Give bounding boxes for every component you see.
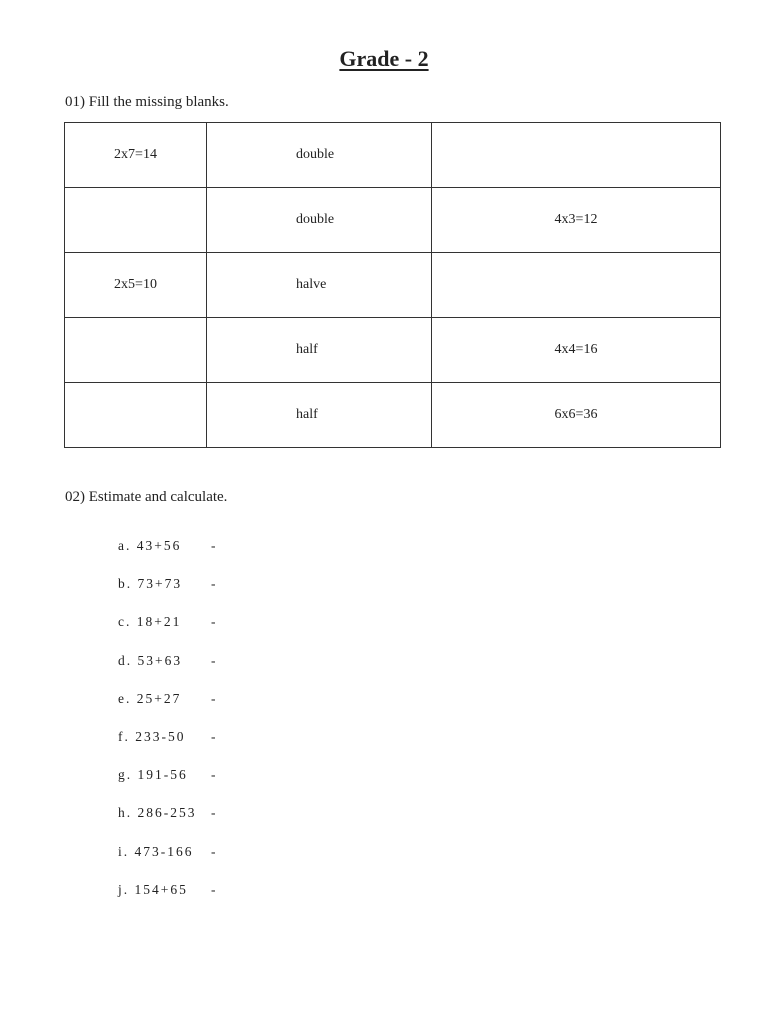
- list-item: [118, 576, 231, 614]
- table-row: [65, 123, 721, 188]
- problem-expression: h. 286-253: [118, 805, 197, 821]
- problem-expression: e. 25+27: [118, 690, 182, 706]
- table-row: [65, 318, 721, 383]
- table-cell-operation: half: [207, 383, 432, 448]
- table-cell-operation: half: [207, 318, 432, 383]
- problem-expression: g. 191-56: [118, 767, 188, 783]
- question-1-heading: 01) Fill the missing blanks.: [65, 94, 229, 110]
- table-cell-left[interactable]: [65, 188, 207, 253]
- table-cell-right[interactable]: [432, 123, 721, 188]
- table-row: [65, 383, 721, 448]
- list-item: [118, 729, 231, 767]
- table-cell-right[interactable]: 4x4=16: [432, 318, 721, 383]
- problem-expression: a. 43+56: [118, 538, 182, 553]
- list-item: [118, 691, 231, 729]
- list-item: [118, 882, 231, 920]
- table-cell-right[interactable]: [432, 253, 721, 318]
- table-cell-left[interactable]: 2x7=14: [65, 123, 207, 188]
- answer-dash[interactable]: -: [211, 614, 218, 630]
- question-2-heading: 02) Estimate and calculate.: [65, 489, 228, 505]
- page-title: Grade - 2: [339, 46, 429, 71]
- problem-expression: d. 53+63: [118, 652, 183, 668]
- estimate-list: [118, 538, 231, 920]
- list-item: [118, 767, 231, 805]
- problem-expression: f. 233-50: [118, 728, 186, 744]
- list-item: [118, 805, 231, 843]
- answer-dash[interactable]: -: [211, 843, 218, 859]
- answer-dash[interactable]: -: [211, 576, 218, 592]
- problem-expression: b. 73+73: [118, 576, 183, 592]
- answer-dash[interactable]: -: [211, 728, 218, 744]
- problem-expression: j. 154+65: [118, 881, 188, 897]
- answer-dash[interactable]: -: [211, 767, 218, 783]
- problem-expression: c. 18+21: [118, 614, 182, 630]
- table-cell-left[interactable]: [65, 318, 207, 383]
- table-row: [65, 253, 721, 318]
- problem-expression: i. 473-166: [118, 843, 194, 859]
- table-cell-right[interactable]: 4x3=12: [432, 188, 721, 253]
- table-cell-left[interactable]: 2x5=10: [65, 253, 207, 318]
- fill-blanks-table: [64, 122, 721, 448]
- list-item: [118, 538, 231, 576]
- table-row: [65, 188, 721, 253]
- list-item: [118, 844, 231, 882]
- answer-dash[interactable]: -: [211, 538, 218, 553]
- answer-dash[interactable]: -: [211, 652, 218, 668]
- table-cell-operation: double: [207, 123, 432, 188]
- table-cell-operation: double: [207, 188, 432, 253]
- answer-dash[interactable]: -: [211, 805, 218, 821]
- table-cell-left[interactable]: [65, 383, 207, 448]
- answer-dash[interactable]: -: [211, 881, 218, 897]
- answer-dash[interactable]: -: [211, 690, 218, 706]
- list-item: [118, 653, 231, 691]
- table-cell-right[interactable]: 6x6=36: [432, 383, 721, 448]
- table-cell-operation: halve: [207, 253, 432, 318]
- list-item: [118, 614, 231, 652]
